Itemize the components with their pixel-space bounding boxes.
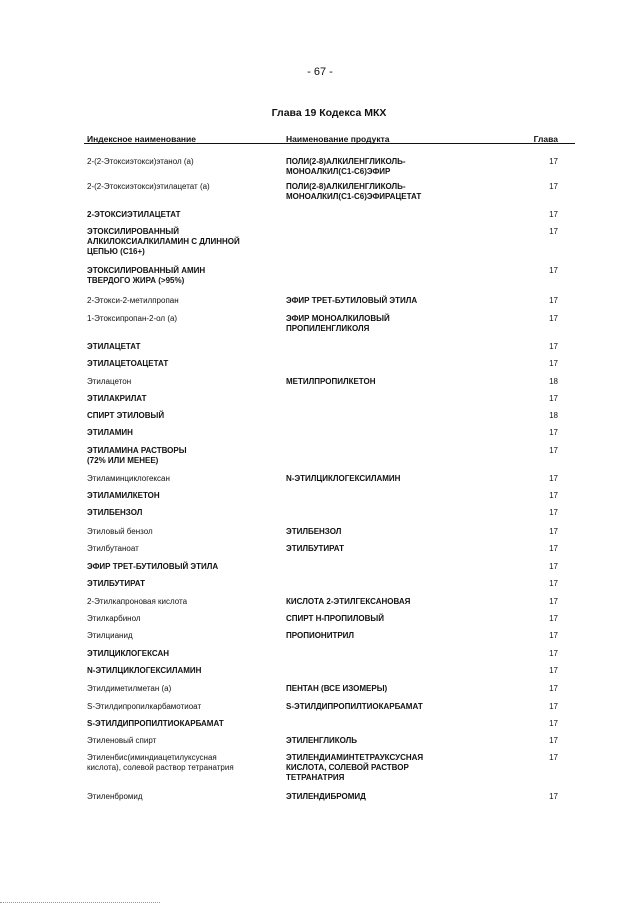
index-name-cell xyxy=(87,702,273,712)
index-name-cell xyxy=(87,342,273,352)
index-name-cell xyxy=(87,544,273,554)
product-name-cell xyxy=(286,597,466,607)
index-name-line: Этилцианид xyxy=(87,631,133,640)
chapter-cell: 17 xyxy=(549,792,558,801)
product-name-cell xyxy=(286,631,466,641)
index-name-line: Этилкарбинол xyxy=(87,614,141,623)
index-name-line: ЭТИЛАКРИЛАТ xyxy=(87,394,147,403)
product-name-cell xyxy=(286,377,466,387)
page-number: - 67 - xyxy=(307,66,333,78)
chapter-cell: 17 xyxy=(549,359,558,368)
product-name-cell xyxy=(286,684,466,694)
product-name-line: ЭФИР МОНОАЛКИЛОВЫЙ xyxy=(286,314,390,323)
index-name-cell xyxy=(87,394,273,404)
index-name-cell xyxy=(87,491,273,501)
chapter-cell: 17 xyxy=(549,157,558,166)
index-name-cell xyxy=(87,631,273,641)
chapter-cell: 17 xyxy=(549,296,558,305)
substance-table xyxy=(84,134,575,801)
chapter-cell: 17 xyxy=(549,342,558,351)
chapter-cell: 18 xyxy=(549,411,558,420)
chapter-cell: 17 xyxy=(549,614,558,623)
index-name-line: Этиленбис(иминдиацетилуксусная xyxy=(87,753,217,762)
index-name-line: ЭТИЛАМИНА РАСТВОРЫ xyxy=(87,446,187,455)
index-name-line: 1-Этоксипропан-2-ол (а) xyxy=(87,314,178,323)
chapter-cell: 17 xyxy=(549,227,558,236)
header-chapter: Глава xyxy=(533,134,558,144)
index-name-line: ЭТИЛБУТИРАТ xyxy=(87,579,146,588)
chapter-cell: 17 xyxy=(549,474,558,483)
index-name-cell xyxy=(87,474,273,484)
index-name-cell xyxy=(87,227,273,257)
product-name-line: МЕТИЛПРОПИЛКЕТОН xyxy=(286,377,376,386)
index-name-cell xyxy=(87,377,273,387)
product-name-line: ЭТИЛЕНГЛИКОЛЬ xyxy=(286,736,358,745)
product-name-line: ЭТИЛЕНДИБРОМИД xyxy=(286,792,366,801)
index-name-line: ЭТИЛАМИН xyxy=(87,428,133,437)
product-name-line: МОНОАЛКИЛ(С1-С6)ЭФИРАЦЕТАТ xyxy=(286,192,422,201)
chapter-cell: 17 xyxy=(549,631,558,640)
index-name-cell xyxy=(87,266,273,286)
product-name-line: ТЕТРАНАТРИЯ xyxy=(286,773,345,782)
product-name-cell xyxy=(286,157,466,177)
index-name-line: 2-Этилкапроновая кислота xyxy=(87,597,188,606)
index-name-cell xyxy=(87,579,273,589)
product-name-line: ЭТИЛБУТИРАТ xyxy=(286,544,345,553)
index-name-line: Этилдиметилметан (а) xyxy=(87,684,172,693)
chapter-cell: 17 xyxy=(549,562,558,571)
index-name-cell xyxy=(87,210,273,220)
product-name-line: ЭТИЛБЕНЗОЛ xyxy=(286,527,342,536)
product-name-cell xyxy=(286,474,466,484)
index-name-cell xyxy=(87,182,273,192)
product-name-cell xyxy=(286,736,466,746)
index-name-line: ЭТОКСИЛИРОВАННЫЙ xyxy=(87,227,180,236)
index-name-line: ЭТОКСИЛИРОВАННЫЙ АМИН xyxy=(87,266,206,275)
chapter-cell: 17 xyxy=(549,597,558,606)
index-name-cell xyxy=(87,157,273,167)
product-name-cell xyxy=(286,702,466,712)
index-name-cell xyxy=(87,527,273,537)
product-name-line: ЭФИР ТРЕТ-БУТИЛОВЫЙ ЭТИЛА xyxy=(286,296,418,305)
index-name-cell xyxy=(87,597,273,607)
index-name-line: N-ЭТИЛЦИКЛОГЕКСИЛАМИН xyxy=(87,666,202,675)
chapter-cell: 17 xyxy=(549,736,558,745)
index-name-line: 2-(2-Этоксиэтокси)этилацетат (а) xyxy=(87,182,210,191)
product-name-cell xyxy=(286,527,466,537)
index-name-cell xyxy=(87,792,273,802)
index-name-line: кислота), солевой раствор тетранатрия xyxy=(87,763,234,772)
index-name-line: АЛКИЛОКСИАЛКИЛАМИН С ДЛИННОЙ xyxy=(87,237,240,246)
product-name-cell xyxy=(286,753,466,783)
product-name-cell xyxy=(286,314,466,334)
chapter-cell: 17 xyxy=(549,182,558,191)
product-name-line: ПОЛИ(2-8)АЛКИЛЕНГЛИКОЛЬ- xyxy=(286,157,406,166)
index-name-line: СПИРТ ЭТИЛОВЫЙ xyxy=(87,411,165,420)
product-name-cell xyxy=(286,296,466,306)
index-name-cell xyxy=(87,562,273,572)
chapter-cell: 17 xyxy=(549,527,558,536)
product-name-line: МОНОАЛКИЛ(С1-С6)ЭФИР xyxy=(286,167,391,176)
chapter-cell: 17 xyxy=(549,666,558,675)
index-name-cell xyxy=(87,296,273,306)
document-title: Глава 19 Кодекса МКХ xyxy=(271,107,387,119)
product-name-line: СПИРТ Н-ПРОПИЛОВЫЙ xyxy=(286,614,384,623)
index-name-cell xyxy=(87,446,273,466)
product-name-cell xyxy=(286,792,466,802)
product-name-line: КИСЛОТА 2-ЭТИЛГЕКСАНОВАЯ xyxy=(286,597,411,606)
product-name-cell xyxy=(286,614,466,624)
product-name-line: ПОЛИ(2-8)АЛКИЛЕНГЛИКОЛЬ- xyxy=(286,182,406,191)
product-name-line: КИСЛОТА, СОЛЕВОЙ РАСТВОР xyxy=(286,763,409,772)
chapter-cell: 17 xyxy=(549,579,558,588)
chapter-cell: 18 xyxy=(549,377,558,386)
index-name-cell xyxy=(87,666,273,676)
chapter-cell: 17 xyxy=(549,314,558,323)
chapter-cell: 17 xyxy=(549,210,558,219)
chapter-cell: 17 xyxy=(549,544,558,553)
index-name-line: Этиламинциклогексан xyxy=(87,474,170,483)
header-rule xyxy=(84,143,575,144)
product-name-line: N-ЭТИЛЦИКЛОГЕКСИЛАМИН xyxy=(286,474,401,483)
index-name-line: Этиленбромид xyxy=(87,792,143,801)
chapter-cell: 17 xyxy=(549,428,558,437)
index-name-line: ЭТИЛБЕНЗОЛ xyxy=(87,508,143,517)
chapter-cell: 17 xyxy=(549,702,558,711)
index-name-line: ЦЕПЬЮ (С16+) xyxy=(87,247,145,256)
index-name-line: (72% ИЛИ МЕНЕЕ) xyxy=(87,456,159,465)
footer-rule xyxy=(0,902,160,903)
chapter-cell: 17 xyxy=(549,394,558,403)
chapter-cell: 17 xyxy=(549,753,558,762)
index-name-cell xyxy=(87,428,273,438)
index-name-cell xyxy=(87,719,273,729)
index-name-cell xyxy=(87,314,273,324)
product-name-line: ЭТИЛЕНДИАМИНТЕТРАУКСУСНАЯ xyxy=(286,753,424,762)
header-index-name: Индексное наименование xyxy=(87,134,197,144)
index-name-line: 2-Этокси-2-метилпропан xyxy=(87,296,179,305)
index-name-cell xyxy=(87,684,273,694)
chapter-cell: 17 xyxy=(549,719,558,728)
index-name-cell xyxy=(87,359,273,369)
index-name-line: ЭТИЛАМИЛКЕТОН xyxy=(87,491,160,500)
index-name-line: Этиловый бензол xyxy=(87,527,153,536)
index-name-cell xyxy=(87,753,273,773)
index-name-cell xyxy=(87,736,273,746)
product-name-line: S-ЭТИЛДИПРОПИЛТИОКАРБАМАТ xyxy=(286,702,423,711)
index-name-cell xyxy=(87,411,273,421)
chapter-cell: 17 xyxy=(549,508,558,517)
index-name-cell xyxy=(87,649,273,659)
table-header xyxy=(84,134,575,147)
chapter-cell: 17 xyxy=(549,684,558,693)
chapter-cell: 17 xyxy=(549,446,558,455)
index-name-line: ЭФИР ТРЕТ-БУТИЛОВЫЙ ЭТИЛА xyxy=(87,562,219,571)
chapter-cell: 17 xyxy=(549,649,558,658)
product-name-line: ПЕНТАН (ВСЕ ИЗОМЕРЫ) xyxy=(286,684,388,693)
index-name-line: 2-ЭТОКСИЭТИЛАЦЕТАТ xyxy=(87,210,181,219)
index-name-line: Этилбутаноат xyxy=(87,544,139,553)
product-name-cell xyxy=(286,182,466,202)
index-name-line: ТВЕРДОГО ЖИРА (>95%) xyxy=(87,276,185,285)
index-name-line: ЭТИЛЦИКЛОГЕКСАН xyxy=(87,649,170,658)
index-name-line: 2-(2-Этоксиэтокси)этанол (а) xyxy=(87,157,194,166)
index-name-line: ЭТИЛАЦЕТАТ xyxy=(87,342,141,351)
product-name-line: ПРОПИЛЕНГЛИКОЛЯ xyxy=(286,324,370,333)
index-name-line: ЭТИЛАЦЕТОАЦЕТАТ xyxy=(87,359,169,368)
index-name-line: S-ЭТИЛДИПРОПИЛТИОКАРБАМАТ xyxy=(87,719,224,728)
product-name-line: ПРОПИОНИТРИЛ xyxy=(286,631,355,640)
chapter-cell: 17 xyxy=(549,491,558,500)
chapter-cell: 17 xyxy=(549,266,558,275)
product-name-cell xyxy=(286,544,466,554)
index-name-line: Этилацетон xyxy=(87,377,132,386)
header-product-name: Наименование продукта xyxy=(286,134,390,144)
index-name-line: Этиленовый спирт xyxy=(87,736,157,745)
index-name-cell xyxy=(87,508,273,518)
index-name-cell xyxy=(87,614,273,624)
index-name-line: S-Этилдипропилкарбамотиоат xyxy=(87,702,202,711)
